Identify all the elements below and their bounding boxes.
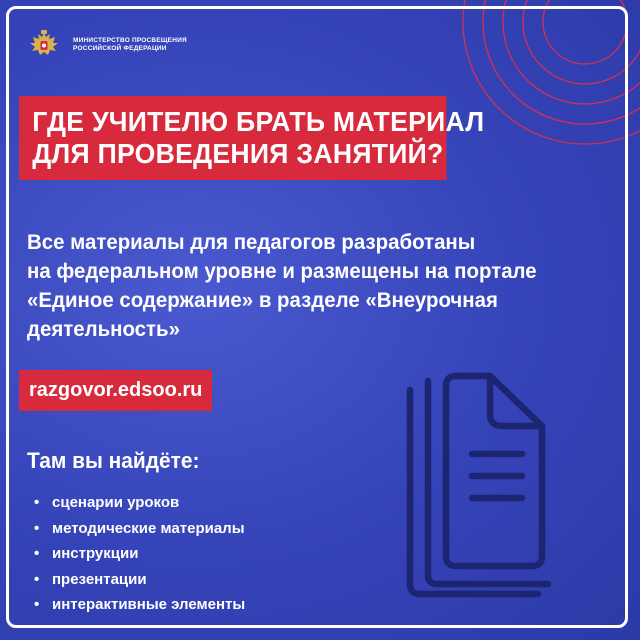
bullet-icon: • <box>34 494 40 511</box>
lead-line-4: деятельность» <box>27 317 180 341</box>
headline-line-1: ГДЕ УЧИТЕЛЮ БРАТЬ МАТЕРИАЛ <box>32 106 485 137</box>
list-item-text: сценарии уроков <box>52 494 180 511</box>
list-item-text: интерактивные элементы <box>52 596 246 613</box>
bullet-icon: • <box>34 519 40 537</box>
list-item-text: инструкции <box>52 545 139 562</box>
portal-link[interactable]: razgovor.edsoo.ru <box>19 370 212 411</box>
lead-line-3: «Единое содержание» в разделе «Внеурочная <box>27 288 498 312</box>
bullet-icon: • <box>34 570 40 588</box>
find-title: Там вы найдёте: <box>27 448 200 473</box>
list-item <box>34 541 245 567</box>
list-item <box>34 490 245 516</box>
materials-list <box>34 490 245 618</box>
ministry-name <box>73 37 187 53</box>
ministry-line-2: РОССИЙСКОЙ ФЕДЕРАЦИИ <box>73 45 167 52</box>
lead-line-1: Все материалы для педагогов разработаны <box>27 230 476 254</box>
lead-line-2: на федеральном уровне и размещены на портале <box>27 259 537 283</box>
bullet-icon: • <box>34 545 40 562</box>
headline-line-2: ДЛЯ ПРОВЕДЕНИЯ ЗАНЯТИЙ? <box>32 138 444 169</box>
document-stack-icon <box>372 372 572 612</box>
list-item <box>34 516 245 542</box>
double-headed-eagle-emblem-icon <box>27 28 61 62</box>
list-item <box>34 592 245 618</box>
lead-paragraph <box>27 228 588 344</box>
list-item-text: методические материалы <box>52 519 245 537</box>
headline <box>19 96 485 180</box>
list-item <box>34 567 245 593</box>
ministry-header <box>27 28 187 62</box>
list-item-text: презентации <box>52 570 147 588</box>
bullet-icon: • <box>34 596 40 613</box>
ministry-line-1: МИНИСТЕРСТВО ПРОСВЕЩЕНИЯ <box>73 37 187 44</box>
